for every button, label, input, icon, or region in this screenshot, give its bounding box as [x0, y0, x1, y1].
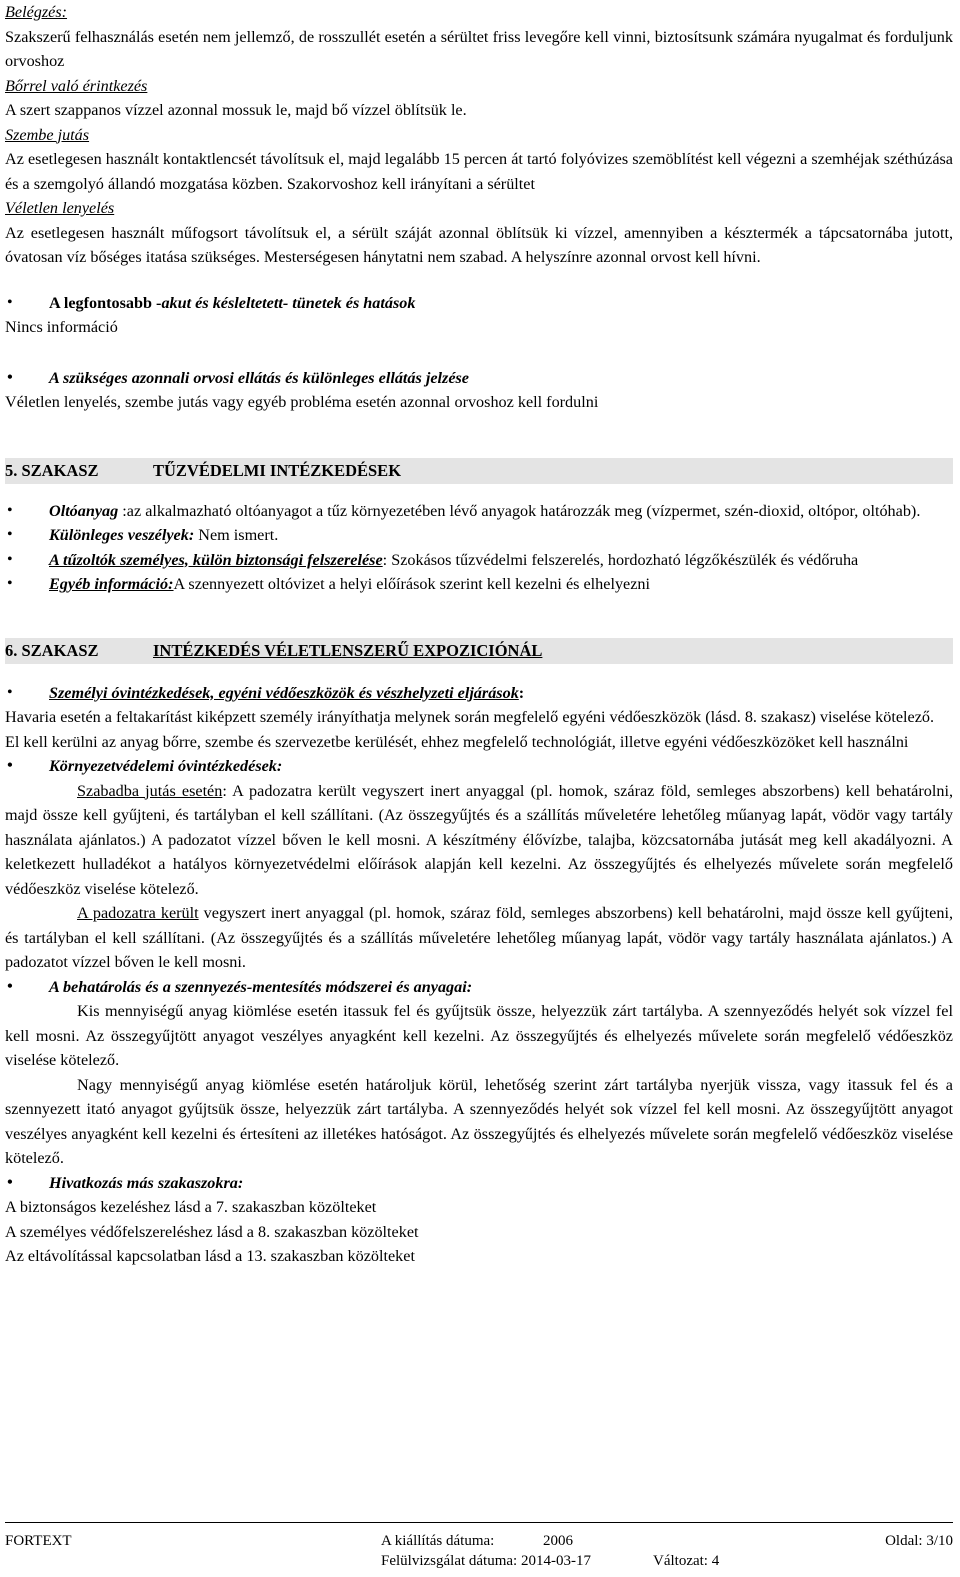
- s5-item-egyeb: • Egyéb információ:A szennyezett oltóvizet a helyi előírások szerint kell kezelni és elhelyezni: [5, 572, 953, 597]
- borrel-heading: Bőrrel való érintkezés: [5, 76, 148, 95]
- s6-behatarolas-heading: • A behatárolás és a szennyezés-mentesítés módszerei és anyagai:: [5, 975, 953, 1000]
- section-5-number: 5. SZAKASZ: [5, 460, 99, 480]
- borrel-text: A szert szappanos vízzel azonnal mossuk le, majd bő vízzel öblítsük le.: [5, 101, 467, 119]
- s6-szabadba: Szabadba jutás esetén: A padozatra került vegyszert inert anyaggal (pl. homok, száraz föld, semleges abszorbens) kell behatárolni, majd össze kell gyűjteni, és tartályban el kell szállítani. (Az összegyűjtés és a szállítás műveletére lehetőleg műanyag lapát, vödör vagy tartály használata ajánlatos.) A padozatot vízzel bőven le kell mosni. A készítmény élővízbe, talajba, közcsatornába jutását meg kell akadályozni. A keletkezett hulladékot a hatályos környezetvédelmi előírások alapján kell kezelni. Az összegyűjtés és elhelyezés művelete során megfelelő védőeszköz viselése kötelező.: [5, 781, 953, 898]
- footer-company: FORTEXT: [5, 1533, 72, 1549]
- footer-issue-date: 2006: [543, 1533, 573, 1549]
- s6-kis-text: Kis mennyiségű anyag kiömlése esetén itassuk fel és gyűjtsük össze, helyezzük zárt tartályba. A szennyeződés helyét sok vízzel fel kell mosni. Az összegyűjtött anyagot veszélyes anyagként kell kezelni. Az összegyűjtés és elhelyezés művelete során megfelelő védőeszköz viselése kötelező.: [5, 1002, 953, 1069]
- szembe-heading: Szembe jutás: [5, 125, 90, 144]
- footer-version: Változat: 4: [653, 1553, 720, 1569]
- tunetek-text: Nincs információ: [5, 318, 118, 336]
- tunetek-heading: • A legfontosabb -akut és késleltetett- tünetek és hatások: [5, 291, 953, 316]
- section-5-title: TŰZVÉDELMI INTÉZKEDÉSEK: [153, 460, 402, 480]
- section-5-header: [5, 458, 953, 484]
- belegzes-text: Szakszerű felhasználás esetén nem jellemző, de rosszullét esetén a sérültet friss levegőre kell vinni, biztosítsunk számára nyugalmat és forduljunk orvoshoz: [5, 27, 953, 70]
- s6-hivatkozas-heading: • Hivatkozás más szakaszokra:: [5, 1171, 953, 1196]
- section-6-title: INTÉZKEDÉS VÉLETLENSZERŰ EXPOZICIÓNÁL: [153, 640, 543, 660]
- section-6-header: [5, 638, 953, 664]
- lenyeles-heading: Véletlen lenyelés: [5, 199, 115, 217]
- lenyeles-text: Az esetlegesen használt műfogsort távolítsuk el, a sérült száját azonnal öblítsük ki vízzel, amennyiben a késztermék a tápcsatornába jutott, óvatosan víz bőséges itatása szükséges. Mesterségesen hánytatni nem szabad. A helyszínre azonnal orvost kell hívni.: [5, 223, 953, 266]
- ellatas-text: Véletlen lenyelés, szembe jutás vagy egyéb probléma esetén azonnal orvoshoz kell fordulni: [5, 393, 599, 411]
- s5-item-oltoanyag: • Oltóanyag :az alkalmazható oltóanyagot a tűz környezetében lévő anyagok határozzák meg (vízpermet, szén-dioxid, oltópor, oltóhab).: [5, 499, 953, 524]
- s6-szemelyi-p2: El kell kerülni az anyag bőrre, szembe és szervezetbe kerülését, ehhez megfelelő technológiát, illetve egyéni védőeszközöket kell használni: [5, 732, 909, 751]
- ellatas-heading: • A szükséges azonnali orvosi ellátás és különleges ellátás jelzése: [5, 366, 953, 391]
- s5-item-felszereles: • A tűzoltók személyes, külön biztonsági felszerelése: Szokásos tűzvédelmi felszerelés, hordozható légzőkészülék és védőruha: [5, 548, 953, 573]
- belegzes-heading: Belégzés:: [5, 3, 68, 21]
- footer-page-number: Oldal: 3/10: [885, 1533, 953, 1549]
- s6-hivatkozas-line: Az eltávolítással kapcsolatban lásd a 13. szakaszban közölteket: [5, 1247, 415, 1265]
- s6-szemelyi-p1: Havaria esetén a feltakarítást kiképzett személy irányíthatja melynek során megfelelő egyéni védőeszközök (lásd. 8. szakasz) viselése kötelező.: [5, 708, 935, 726]
- footer-issue-label: A kiállítás dátuma:: [381, 1533, 495, 1549]
- s6-padozatra: A padozatra került vegyszert inert anyaggal (pl. homok, száraz föld, semleges abszorbens) kell behatárolni, majd össze kell gyűjteni, és tartályban el kell szállítani. (Az összegyűjtés és a szállítás műveletére lehetőleg műanyag lapát, vödör vagy tartály használata ajánlatos.) A padozatot vízzel bőven le kell mosni.: [5, 904, 953, 971]
- page-footer: [5, 1522, 953, 1571]
- document-page: [5, 0, 953, 1569]
- s6-szemelyi-heading: • Személyi óvintézkedések, egyéni védőeszközök és vészhelyzeti eljárások:: [5, 681, 953, 706]
- s6-hivatkozas-line: A biztonságos kezeléshez lásd a 7. szakaszban közölteket: [5, 1198, 377, 1216]
- s5-item-veszelyek: • Különleges veszélyek: Nem ismert.: [5, 523, 953, 548]
- section-6-number: 6. SZAKASZ: [5, 640, 99, 660]
- s6-hivatkozas-line: A személyes védőfelszereléshez lásd a 8. szakaszban közölteket: [5, 1222, 419, 1241]
- footer-review-date: Felülvizsgálat dátuma: 2014-03-17: [381, 1553, 591, 1569]
- szembe-text: Az esetlegesen használt kontaktlencsét távolítsuk el, majd legalább 15 percen át tartó folyóvizes szemöblítést kell végezni a szemhéjak széthúzása és a szemgolyó állandó mozgatása közben. Szakorvoshoz kell irányítani a sérültet: [5, 150, 953, 193]
- s6-kornyezet-heading: • Környezetvédelemi óvintézkedések:: [5, 754, 953, 779]
- s6-nagy-text: Nagy mennyiségű anyag kiömlése esetén határoljuk körül, lehetőség szerint zárt tartályba nyerjük vissza, vagy itassuk fel és a szennyezett itató anyagot gyűjtsük össze, helyezzük zárt tartályba. A szennyeződés helyét sok vízzel fel kell mosni. Az összegyűjtött anyagot veszélyes anyagként kell kezelni és értesíteni az illetékes hatóságot. Az összegyűjtés és elhelyezés művelete során megfelelő védőeszköz viselése kötelező.: [5, 1075, 953, 1167]
